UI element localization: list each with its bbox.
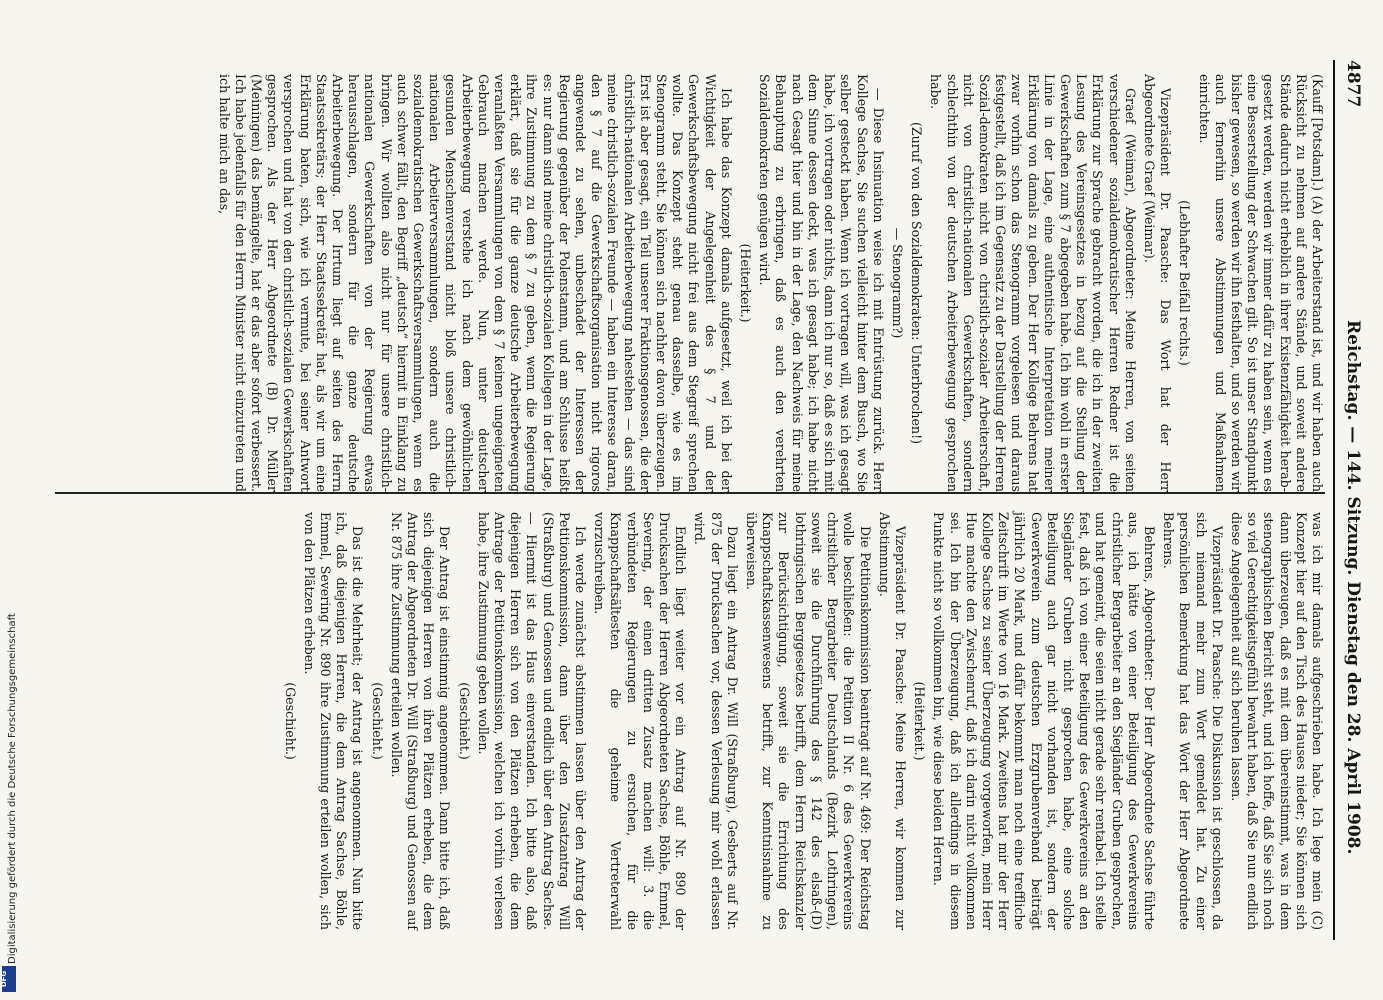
paragraph: Graef (Weimar), Abgeordneter: Meine Herren, von seiten verschiedener sozialdemokratischer Herren Redner ist die Erklärung zur Sprache gebracht worden, die ich in der zweiten Lesung des Vereinsgesetzes in bezug auf die Stellung der Gewerkschaften zum § 7 abgegeben habe. Ich bin wohl in erster Linie in der Lage, eine authentische Interpretation meiner Erklärung von damals zu geben. Der Herr Kollege Behrens hat zwar vorhin schon das Stenogramm vorgelesen und daraus festgestellt, daß ich im Gegensatz zu der Darstellung der Herren Sozial-demokraten nicht von christlich-sozialer Arbeiterschaft, nicht von christlich-nationalen Gewerkschaften, sondern schlechthin von der deutschen Arbeiterbewegung gesprochen habe. [928, 74, 1138, 492]
paragraph: Ich werde zunächst abstimmen lassen über den Antrag der Petitionskommission, dann über den Zusatzantrag Will (Straßburg) und Genossen und endlich über den Antrag Sachse. — Hiermit ist das Haus einverstanden. Ich bitte also, daß diejenigen Herren sich von den Plätzen erheben, die dem Antrage der Petitionskommission, welchen ich vorhin verlesen habe, ihre Zustimmung geben wollen. [475, 512, 589, 930]
paragraph: (Geschieht.) [456, 682, 472, 760]
page-number: 4877 [1343, 60, 1363, 108]
paragraph: — Stenogramm?) [889, 227, 905, 339]
digitization-note: Digitalisierung gefördert durch die Deutsche Forschungsgemeinschaft [7, 613, 18, 964]
right-column [278, 512, 1325, 930]
paragraph: Vizepräsident Dr. Paasche: Meine Herren, wir kommen zur Abstimmung. [876, 512, 908, 930]
paragraph: — Diese Insinuation weise ich mit Entrüstung zurück. Herr Kollege Sachse, Sie suchen vielleicht hinter dem Busch, wo Sie selber gesteckt haben. Wenn ich vortragen will, was ich gesagt habe, ich vortragen oder nichts, dann ich nur so, daß es sich mit dem Sinne dessen deckt, was ich gesagt habe; ich habe nicht nach Gesagt hier und bin in der Lage, den Nachweis für meine Behauptung zu erbringen, daß es auch den verehrten Sozialdemokraten genügen wird. [757, 74, 886, 492]
paragraph: (Zuruf von den Sozialdemokraten: Unterbrochen!) [909, 121, 925, 445]
paragraph: Das ist die Mehrheit; der Antrag ist angenommen. Nun bitte ich, daß diejenigen Herren, die dem Antrag Sachse, Böhle, Emmel, Severing Nr. 890 ihre Zustimmung erteilen wollen, sich von den Plätzen erheben. [301, 512, 366, 930]
page-header-title: Reichstag. — 144. Sitzung. Dienstag den 28. April 1908. [1343, 320, 1363, 855]
paragraph: Dazu liegt ein Antrag Dr. Will (Straßburg), Gesberts auf Nr. 875 der Drucksachen vor, dessen Verlesung mir wohl erlassen wird. [692, 512, 740, 930]
paragraph: Ich habe das Konzept damals aufgesetzt, weil ich bei der Wichtigkeit der Angelegenheit des § 7 und der Gewerkschaftsbewegung nicht frei aus dem Stegreif sprechen wollte. Das Konzept steht genau dasselbe, wie es im Stenogramm steht. Sie können sich nachher davon überzeugen. Erst ist aber gesagt, ein Teil unserer Fraktionsgenossen, die der christlich-nationalen Arbeiterbewegung nahestehen — das sind meine christlich-sozialen Freunde — haben ein Interesse daran, den § 7 auf die Gewerkschaftsorganisation nicht rigoros angewendet zu sehen, unbeschadet der Interessen der Regierung gegenüber der Polenstamm, und am Schlusse heißt es: nur dann sind meine christlich-sozialen Kollegen in der Lage, ihre Zustimmung zu dem § 7 zu geben, wenn die Regierung erklärt, daß sie für die ganze deutsche Arbeiterbewegung veranlaßten Versammlungen von dem § 7 keinen ungeeigneten Gebrauch machen werde. Nun, unter deutscher Arbeiterbewegung verstehe ich nach dem gewöhnlichen gesunden Menschenverstand nicht bloß unsere christlich-nationalen Arbeiterversammlungen, sondern auch die sozialdemokratischen Gewerkschaftsversammlungen, wenn es auch schwer fällt, den Begriff „deutsch“ hiermit in Einklang zu bringen. Wir wollten also nicht nur für unsere christlich-nationalen Gewerkschaften von der Regierung etwas herausschlagen, sondern für die ganze deutsche Arbeiterbewegung. Der Irrtum liegt auf seiten des Herrn Staatssekretärs; der Herr Staatssekretär hat, als wir um eine Erklärung baten, sich, wie ich vermute, bei seiner Antwort versprochen und hat von den christlich-sozialen Gewerkschaften gesprochen. Als der Herr Abgeordnete (B) Dr. Müller (Meiningen) das bemängelte, hat er das aber sofort verbessert. Ich habe jedenfalls für den Herrn Minister nicht einzutreten und ich halte mich an das, [216, 74, 734, 492]
paragraph: (Lebhafter Beifall rechts.) [1177, 200, 1193, 366]
paragraph: Endlich liegt weiter vor ein Antrag auf Nr. 890 der Drucksachen der Herren Abgeordneten Sachse, Böhle, Emmel, Severing, der einen dritten Zusatz machen will: 3. die verbündeten Regierungen zu ersuchen, für die Knappschaftsältesten die geheime Vertreterwahl vorzuschreiben. [592, 512, 689, 930]
paragraph: Vizepräsident Dr. Paasche: Das Wort hat der Herr Abgeordnete Graef (Weimar). [1141, 74, 1174, 492]
paragraph: (Geschieht.) [282, 682, 298, 760]
paragraph: Der Antrag ist einstimmig angenommen. Dann bitte ich, daß sich diejenigen Herren von ihren Plätzen erheben, die dem Antrag der Abgeordneten Dr. Will (Straßburg) und Genossen auf Nr. 875 ihre Zustimmung erteilen wollen. [388, 512, 453, 930]
paragraph: Die Petitionskommission beantragt auf Nr. 469: Der Reichstag wolle beschließen: die Petition II Nr. 6 des Gewerkvereins christlicher Bergarbeiter Deutschlands (Bezirk Lothringen), soweit sie die Durchführung des § 142 des elsaß-(D) lothringischen Berggesetzes betrifft, dem Herrn Reichskanzler zur Berücksichtigung, soweit sie die Errichtung des Knappschaftskassenwesens betrifft, zur Kenntnisnahme zu überweisen. [744, 512, 873, 930]
paragraph: (Heiterkeit.) [912, 681, 928, 761]
paragraph: Behrens, Abgeordneter: Der Herr Abgeordnete Sachse führte aus, ich hätte von einer Beteiligung des Gewerkvereins christlicher Bergarbeiter an den Siegländer Gruben gesprochen, und hat gemeint, die seien nicht gerade sehr rentabel. Ich stelle fest, daß ich von einer Beteiligung des Gewerkvereins an den Siegländer Gruben nicht gesprochen habe, eine solche Beteiligung auch gar nicht vorhanden ist, sondern der Gewerkverein zum deutschen Erzgrubenverband beiträgt jährlich 20 Mark, und dafür bekommt man noch eine treffliche Zeitschrift im Werte von 16 Mark. Zweitens hat mir der Herr Kollege Sachse zu seiner Überzeugung vorgeworfen, mein Herr Hue machte den Zwischenruf, daß ich darin nicht vollkommen sei. Ich bin der Überzeugung, daß ich allerdings in diesem Punkte nicht so vollkommen bin, wie diese beiden Herren. [931, 512, 1157, 930]
paragraph: (Kauff [Potsdam].) (A) der Arbeiterstand ist, und wir haben auch Rücksicht zu nehmen auf andere Stände, und soweit andere Stände dadurch nicht erheblich in ihrer Existenzfähigkeit herab-gesetzt werden, werden wir immer dafür zu haben sein, wenn es eine Besserstellung der Schwachen gilt. So ist unser Standpunkt bisher gewesen, so werden wir ihn festhalten, und so werden wir auch fernerhin unsere Abstimmungen und Maßnahmen einrichten. [1196, 74, 1325, 492]
left-column [212, 74, 1325, 492]
sidebar-digitization-note [4, 400, 18, 990]
paragraph: Vizepräsident Dr. Paasche: Die Diskussion ist geschlossen, da sich niemand mehr zum Wort gemeldet hat. Zu einer persönlichen Bemerkung hat das Wort der Herr Abgeordnete Behrens. [1161, 512, 1225, 930]
dfg-logo: DFG [2, 966, 16, 992]
page-header [1333, 60, 1369, 940]
paragraph: was ich mir damals aufgeschrieben habe. Ich lege mein (C) Konzept hier auf den Tisch des Hauses nieder; Sie können sich dann überzeugen, daß es mit dem übereinstimmt, was in dem stenographischen Bericht steht, und ich hoffe, daß Sie sich noch so viel Gerechtigkeitsgefühl bewahrt haben, daß Sie nun endlich diese Angelegenheit auf sich beruhen lassen. [1228, 512, 1325, 930]
paragraph: (Geschieht.) [369, 682, 385, 760]
paragraph: (Heiterkeit.) [738, 243, 754, 323]
column-divider [55, 492, 1325, 494]
